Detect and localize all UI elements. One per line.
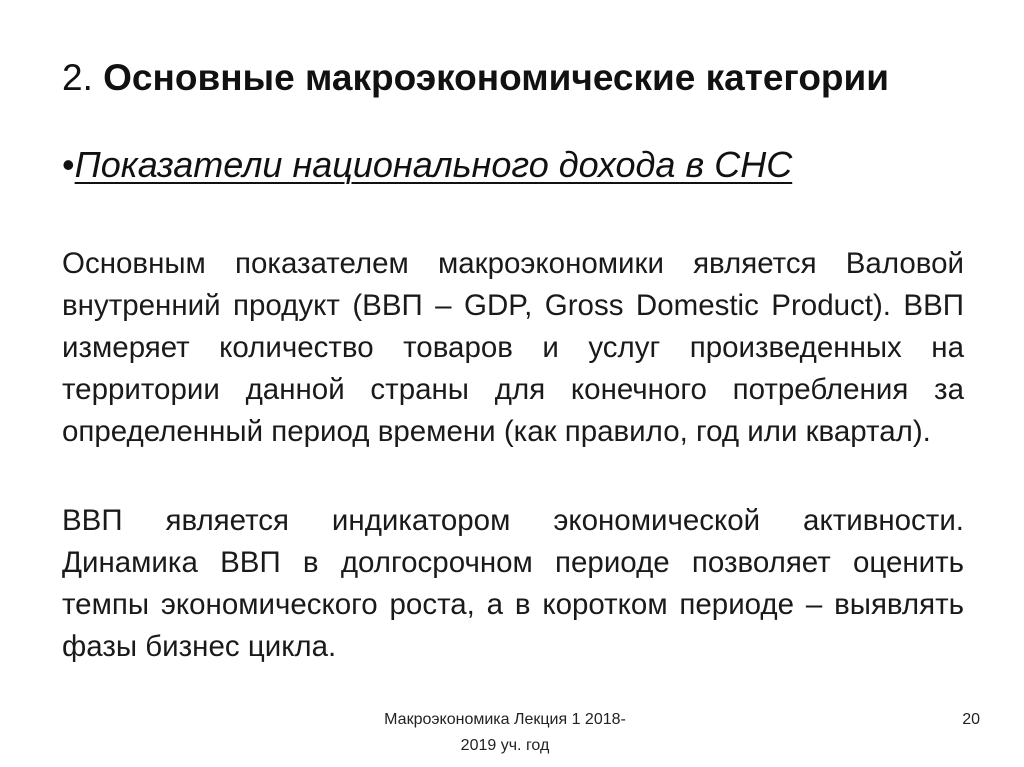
bullet-heading <box>62 143 962 187</box>
subheading-text: Показатели национального дохода в СНС <box>74 144 793 185</box>
footer-line-1: Макроэкономика Лекция 1 2018- <box>384 711 626 728</box>
paragraph-gdp-indicator: ВВП является индикатором экономической активности. Динамика ВВП в долгосрочном периоде позволяет оценить темпы экономического роста, а в коротком периоде – выявлять фазы бизнес цикла. <box>62 504 964 663</box>
title-text: Основные макроэкономические категории <box>103 57 890 98</box>
title-number: 2. <box>62 57 93 98</box>
bullet-icon: • <box>62 144 75 185</box>
slide-title <box>62 56 982 100</box>
footer-line-2: 2019 уч. год <box>460 737 550 754</box>
paragraph-gdp-definition: Основным показателем макроэкономики является Валовой внутренний продукт (ВВП – GDP, Gross Domestic Product). ВВП измеряет количество товаров и услуг произведенных на территории данной страны для конечного потребления за определенный период времени (как правило, год или квартал). <box>62 247 964 448</box>
footer <box>340 707 670 759</box>
page-number: 20 <box>962 711 980 728</box>
